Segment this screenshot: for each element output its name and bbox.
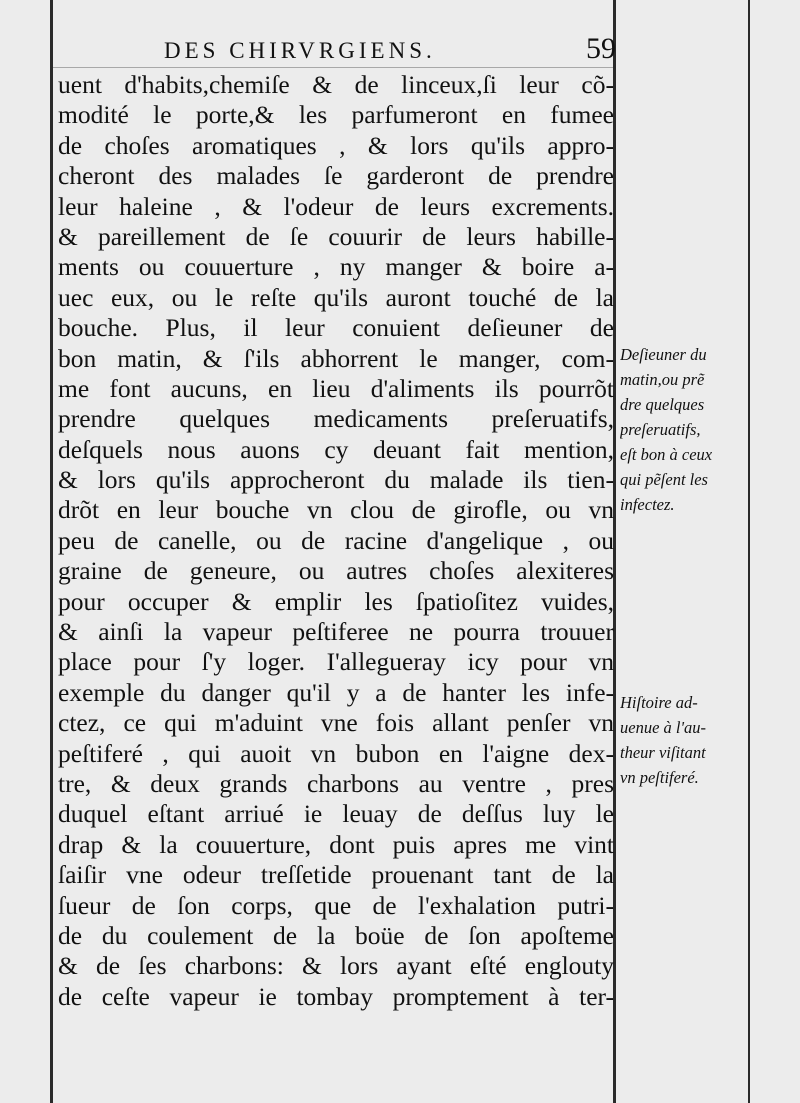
margin-note-line: infectez.	[620, 495, 675, 514]
margin-right-rule	[748, 0, 750, 1103]
text-line: drõt en leur bouche vn clou de girofle, ou vn	[58, 495, 614, 525]
margin-note-line: eſt bon à ceux	[620, 445, 713, 464]
text-line: leur haleine , & l'odeur de leurs excrements.	[58, 191, 614, 221]
text-line: graine de geneure, ou autres choſes alexiteres	[58, 556, 614, 586]
margin-note-author-story	[620, 690, 748, 790]
text-line: peſtiferé , qui auoit vn bubon en l'aigne dex-	[58, 738, 614, 768]
text-line: prendre quelques medicaments preſeruatifs,	[58, 404, 614, 434]
text-line: place pour ſ'y loger. I'allegueray icy pour vn	[58, 647, 614, 677]
text-line: me font aucuns, en lieu d'aliments ils pourrõt	[58, 373, 614, 403]
running-title: DES CHIRVRGIENS.	[164, 38, 436, 63]
margin-note-line: dre quelques	[620, 395, 705, 414]
text-line: duquel eſtant arriué ie leuay de deſſus luy le	[58, 799, 614, 829]
text-line: uec eux, ou le reſte qu'ils auront touché de la	[58, 282, 614, 312]
text-line: ments ou couuerture , ny manger & boire a-	[58, 252, 614, 282]
margin-note-line: uenue à l'au-	[620, 718, 707, 737]
text-line: deſquels nous auons cy deuant fait mention,	[58, 434, 614, 464]
text-line: bouche. Plus, il leur conuient deſieuner de	[58, 313, 614, 343]
text-line: de du coulement de la boüe de ſon apoſteme	[58, 920, 614, 950]
text-line: drap & la couuerture, dont puis apres me vint	[58, 829, 614, 859]
margin-note-line: matin,ou prẽ	[620, 370, 705, 389]
text-line: uent d'habits,chemiſe & de linceux,ſi leur cõ-	[58, 70, 614, 99]
text-line: cheront des malades ſe garderont de prendre	[58, 161, 614, 191]
text-line: de ceſte vapeur ie tombay promptement à ter-	[58, 981, 614, 1011]
margin-note-line: vn peſtiferé.	[620, 768, 699, 787]
text-line: ſueur de ſon corps, que de l'exhalation putri-	[58, 890, 614, 920]
text-line: de choſes aromatiques , & lors qu'ils appro-	[58, 130, 614, 160]
text-line: modité le porte,& les parfumeront en fumee	[58, 100, 614, 130]
margin-note-line: preſeruatifs,	[620, 420, 701, 439]
margin-note-line: theur viſitant	[620, 743, 706, 762]
margin-note-line: Deſieuner du	[620, 345, 707, 364]
margin-note-line: qui pẽſent les	[620, 470, 708, 489]
text-line: ctez, ce qui m'aduint vne fois allant penſer vn	[58, 708, 614, 738]
text-line: pour occuper & emplir les ſpatioſitez vuides,	[58, 586, 614, 616]
text-line: tre, & deux grands charbons au ventre , pres	[58, 768, 614, 798]
text-line: bon matin, & ſ'ils abhorrent le manger, com-	[58, 343, 614, 373]
main-text-block	[58, 70, 614, 1012]
text-line: peu de canelle, ou de racine d'angelique , ou	[58, 525, 614, 555]
text-line: exemple du danger qu'il y a de hanter les infe-	[58, 677, 614, 707]
text-line: & pareillement de ſe couurir de leurs habille-	[58, 221, 614, 251]
left-border-rule	[50, 0, 53, 1103]
text-line: & ainſi la vapeur peſtiferee ne pourra trouuer	[58, 617, 614, 647]
page-number: 59	[586, 32, 616, 65]
margin-note-breakfast	[620, 342, 748, 517]
margin-note-line: Hiſtoire ad-	[620, 693, 698, 712]
text-line: & de ſes charbons: & lors ayant eſté englouty	[58, 951, 614, 981]
text-line: & lors qu'ils approcheront du malade ils tien-	[58, 465, 614, 495]
text-line: ſaiſir vne odeur treſſetide prouenant tant de la	[58, 860, 614, 890]
